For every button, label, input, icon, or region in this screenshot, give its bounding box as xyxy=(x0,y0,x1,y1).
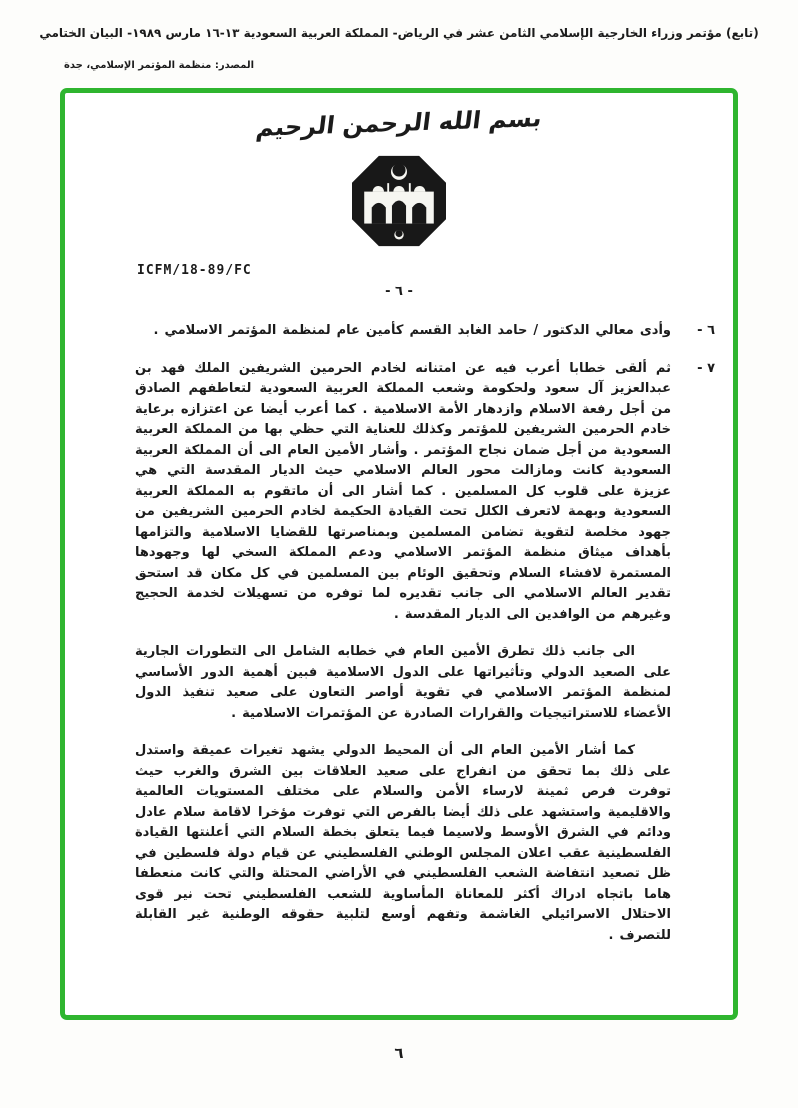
document-body xyxy=(135,321,715,946)
paragraph-6-text: وأدى معالي الدكتور / حامد الغابد القسم كأمين عام لمنظمة المؤتمر الاسلامي . xyxy=(153,323,671,338)
page-number-marker: - ٦ - xyxy=(385,284,413,299)
paragraph-7-text: ثم ألقى خطابا أعرب فيه عن امتنانه لخادم الحرمين الشريفين الملك فهد بن عبدالعزيز آل سعود ولحكومة وشعب المملكة العربية السعودية لتعاطفهم الصادق من أجل رفعة الاسلام وازدهار الأمة الاسلامية . كما أعرب أيضا عن اعتزازه برعاية خادم الحرمين الشريفين للمؤتمر وكذلك للعناية التي حظي بها من المملكة العربية السعودية من أجل ضمان نجاح المؤتمر . وأشار الأمين العام الى أن المملكة العربية السعودية كانت ومازالت محور العالم الاسلامي حيث الديار المقدسة التي هي عزيزة على قلوب كل المسلمين . كما أشار الى أن ماتقوم به المملكة العربية السعودية وبهمة لاتعرف الكلل تحت القيادة الحكيمة لخادم الحرمين الشريفين من جهود مخلصة لتقوية تضامن المسلمين وبمناصرتها للقضايا الاسلامية والتزامها بأهداف ميثاق منظمة المؤتمر الاسلامي ودعم المملكة السخي لها وجهودها المستمرة لافشاء السلام وتحقيق الوئام بين المسلمين في كل مكان قد استحق تقدير العالم الاسلامي الى جانب تقديره لما توفره من تسهيلات لخدمة الحجيج وغيرهم من الوافدين الى الديار المقدسة . xyxy=(135,360,671,622)
paragraph-7 xyxy=(135,359,715,626)
emblem-row xyxy=(65,155,733,251)
document-reference-code: ICFM/18-89/FC xyxy=(137,263,252,278)
paragraph-continuation-1-text: الى جانب ذلك تطرق الأمين العام في خطابه الشامل الى التطورات الجارية على الصعيد الدولي وتأثيراتها على الدول الاسلامية فبين أهمية الدور الأساسي لمنظمة المؤتمر الاسلامي في تقوية أواصر التعاون على صعيد تنفيذ الدول الأعضاء للاستراتيجيات والقرارات الصادرة عن المؤتمرات الاسلامية . xyxy=(135,644,671,721)
oic-emblem-icon xyxy=(352,155,446,247)
paragraph-7-number: ٧ - xyxy=(697,360,715,376)
paragraph-continuation-1 xyxy=(135,642,715,724)
paragraph-6 xyxy=(135,321,715,342)
paragraph-continuation-2-number xyxy=(671,741,715,946)
paragraph-continuation-2-text: كما أشار الأمين العام الى أن المحيط الدولي يشهد تغيرات عميقة واستدل على ذلك بما تحقق من انفراج على صعيد العلاقات بين الشرق والغرب حيث توفرت فرص ثمينة لارساء الأمن والسلام على مختلف المستويات العالمية والاقليمية واستشهد على ذلك أيضا بالفرص التي توفرت مؤخرا لاقامة سلام عادل ودائم في الشرق الأوسط ولاسيما فيما يتعلق بخطة السلام التي أعلنتها القيادة الفلسطينية عقب اعلان المجلس الوطني الفلسطيني عن قيام دولة فلسطين في ظل تصعيد انتفاضة الشعب الفلسطيني في الأراضي المحتلة والتي كانت منعطفا هاما باتجاه ادراك أكثر للمعاناة المأساوية للشعب الفلسطيني تحت نير قوى الاحتلال الاسرائيلي الغاشمة وتفهم أوسع لتلبية حقوقه الوطنية غير القابلة للتصرف . xyxy=(135,743,671,943)
paragraph-continuation-2 xyxy=(135,741,715,946)
basmala-calligraphy: بسم الله الرحمن الرحيم xyxy=(254,104,544,142)
basmala-row xyxy=(65,104,733,149)
document-green-frame xyxy=(60,88,738,1020)
paragraph-6-number: ٦ - xyxy=(697,323,715,338)
footer-page-number: ٦ xyxy=(394,1044,404,1062)
paragraph-continuation-1-number xyxy=(671,642,715,724)
archive-source-note: المصدر: منظمة المؤتمر الإسلامي، جدة xyxy=(64,60,255,71)
archive-header-title: (تابع) مؤتمر وزراء الخارجية الإسلامي الثامن عشر في الرياض- المملكة العربية السعودية ١٣-١٦ مارس ١٩٨٩- البيان الختامي xyxy=(39,26,759,40)
